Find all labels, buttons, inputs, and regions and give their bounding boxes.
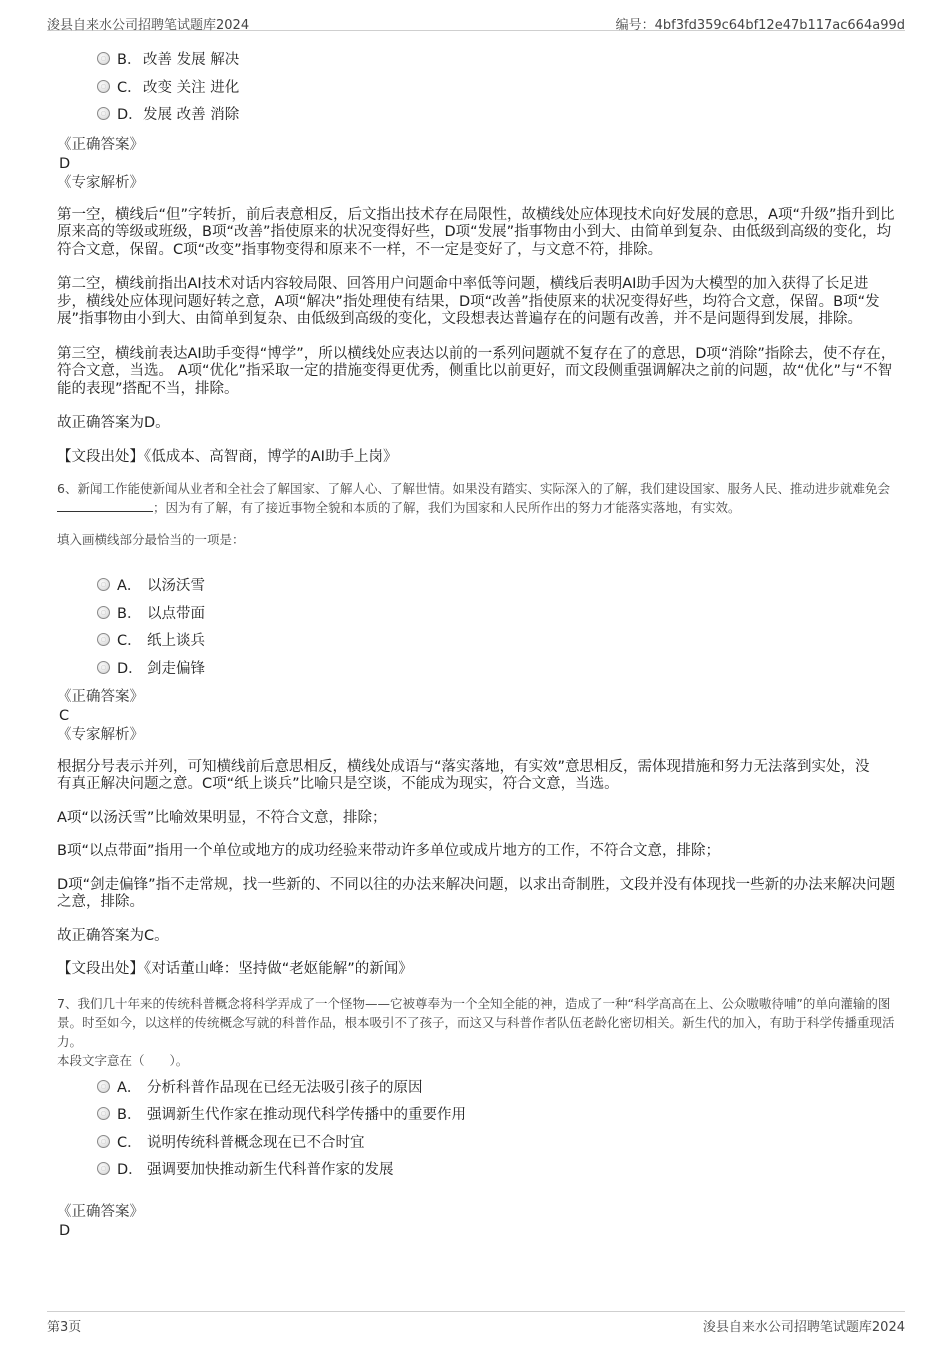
analysis-paragraph: 根据分号表示并列，可知横线前后意思相反，横线处成语与“落实落地，有实效”意思相反，需体现措施和努力无法落到实处，没有真正解决问题之意。C项“纸上谈兵”比喻只是空谈，不能成为现实，符合文意，当选。 [57, 758, 870, 793]
analysis-paragraph: B项“以点带面”指用一个单位或地方的成功经验来带动许多单位或成片地方的工作，不符合文意，排除； [57, 843, 720, 860]
q7-options [57, 1071, 897, 1181]
radio-button[interactable] [97, 606, 110, 619]
option-b[interactable]: B． 强调新生代作家在推动现代科学传播中的重要作用 [57, 1098, 897, 1126]
analysis-paragraph: 第三空，横线前表达AI助手变得“博学”，所以横线处应表达以前的一系列问题就不复存在了的意思，D项“消除”指除去，使不存在，符合文意，当选。 A项“优化”指采取一定的措施变得更优秀，侧重比以前更好，而文段侧重强调解决之前的问题，故“优化”与“不智能的表现”搭配不当，排除。 [57, 345, 896, 397]
option-a[interactable]: A． 分析科普作品现在已经无法吸引孩子的原因 [57, 1071, 897, 1099]
answer-heading: 《正确答案》 [57, 1204, 144, 1221]
page-header [47, 8, 905, 31]
radio-button[interactable] [97, 633, 110, 646]
option-c[interactable]: C． 纸上谈兵 [57, 624, 897, 652]
radio-button[interactable] [97, 1107, 110, 1120]
radio-button[interactable] [97, 52, 110, 65]
radio-button[interactable] [97, 661, 110, 674]
analysis-heading: 《专家解析》 [57, 174, 144, 191]
radio-button[interactable] [97, 1135, 110, 1148]
radio-button[interactable] [97, 80, 110, 93]
option-d[interactable]: D． 剑走偏锋 [57, 652, 897, 680]
page-footer [47, 1311, 905, 1336]
option-c[interactable]: C． 说明传统科普概念现在已不合时宜 [57, 1126, 897, 1154]
question-stem: 7、我们几十年来的传统科普概念将科学弄成了一个怪物——它被尊奉为一个全知全能的神，造成了一种“科学高高在上、公众嗷嗷待哺”的单向灌输的图景。时至如今，以这样的传统概念写就的科普作品，根本吸引不了孩子，而这又与科普作者队伍老龄化密切相关。新生代的加入，有助于科学传播重现活力。 [57, 995, 895, 1049]
answer-heading: 《正确答案》 [57, 136, 144, 153]
analysis-paragraph: A项“以汤沃雪”比喻效果明显，不符合文意，排除； [57, 809, 387, 826]
option-b[interactable]: B． 以点带面 [57, 597, 897, 625]
page-number: 第3页 [47, 1320, 82, 1335]
option-d[interactable]: D． 发展 改善 消除 [57, 98, 897, 126]
question-prompt: 本段文字意在（ ）。 [57, 1052, 189, 1068]
answer-value: C [59, 707, 70, 724]
radio-button[interactable] [97, 107, 110, 120]
question-prompt: 填入画横线部分最恰当的一项是： [57, 532, 245, 548]
option-d[interactable]: D． 强调要加快推动新生代科普作家的发展 [57, 1153, 897, 1181]
radio-button[interactable] [97, 1162, 110, 1175]
question-stem: 6、新闻工作能使新闻从业者和全社会了解国家、了解人心、了解世情。如果没有踏实、实际深入的了解，我们建设国家、服务人民、推动进步就难免会；因为有了解，有了接近事物全貌和本质的了解，我们为国家和人民所作出的努力才能落实落地，有实效。 [57, 481, 890, 516]
header-title: 浚县自来水公司招聘笔试题库2024 [47, 18, 250, 33]
option-a[interactable]: A． 以汤沃雪 [57, 569, 897, 597]
analysis-heading: 《专家解析》 [57, 726, 144, 743]
q6-options [57, 569, 897, 679]
option-b[interactable]: B． 改善 发展 解决 [57, 43, 897, 71]
answer-value: D [59, 155, 71, 172]
source-citation: 【文段出处】《低成本、高智商，博学的AI助手上岗》 [57, 448, 398, 465]
analysis-conclusion: 故正确答案为C。 [57, 927, 169, 944]
radio-button[interactable] [97, 1080, 110, 1093]
q5-options [57, 43, 897, 126]
radio-button[interactable] [97, 578, 110, 591]
source-citation: 【文段出处】《对话董山峰：坚持做“老妪能解”的新闻》 [57, 961, 413, 978]
analysis-paragraph: 第一空，横线后“但”字转折，前后表意相反，后文指出技术存在局限性，故横线处应体现技术向好发展的意思，A项“升级”指升到比原来高的等级或班级，B项“改善”指使原来的状况变得好些，D项“发展”指事物由小到大、由简单到复杂、由低级到高级的变化，均符合文意，保留。C项“改变”指事物变得和原来不一样，不一定是变好了，与文意不符，排除。 [57, 206, 895, 258]
option-c[interactable]: C． 改变 关注 进化 [57, 71, 897, 99]
answer-value: D [59, 1223, 71, 1240]
fill-blank [57, 500, 153, 512]
analysis-conclusion: 故正确答案为D。 [57, 415, 170, 432]
footer-title: 浚县自来水公司招聘笔试题库2024 [702, 1320, 905, 1335]
analysis-paragraph: 第二空，横线前指出AI技术对话内容较局限、回答用户问题命中率低等问题，横线后表明AI助手因为大模型的加入获得了长足进步，横线处应体现问题好转之意，A项“解决”指处理使有结果，D项“改善”指使原来的状况变得好些，均符合文意，保留。B项“发展”指事物由小到大、由简单到复杂、由低级到高级的变化，文段想表达普遍存在的问题有改善，并不是问题得到发展，排除。 [57, 276, 880, 328]
header-serial: 编号：4bf3fd359c64bf12e47b117ac664a99d [615, 18, 905, 33]
answer-heading: 《正确答案》 [57, 688, 144, 705]
page-content [57, 40, 897, 1241]
analysis-paragraph: D项“剑走偏锋”指不走常规，找一些新的、不同以往的办法来解决问题，以求出奇制胜，文段并没有体现找一些新的办法来解决问题之意，排除。 [57, 876, 896, 911]
